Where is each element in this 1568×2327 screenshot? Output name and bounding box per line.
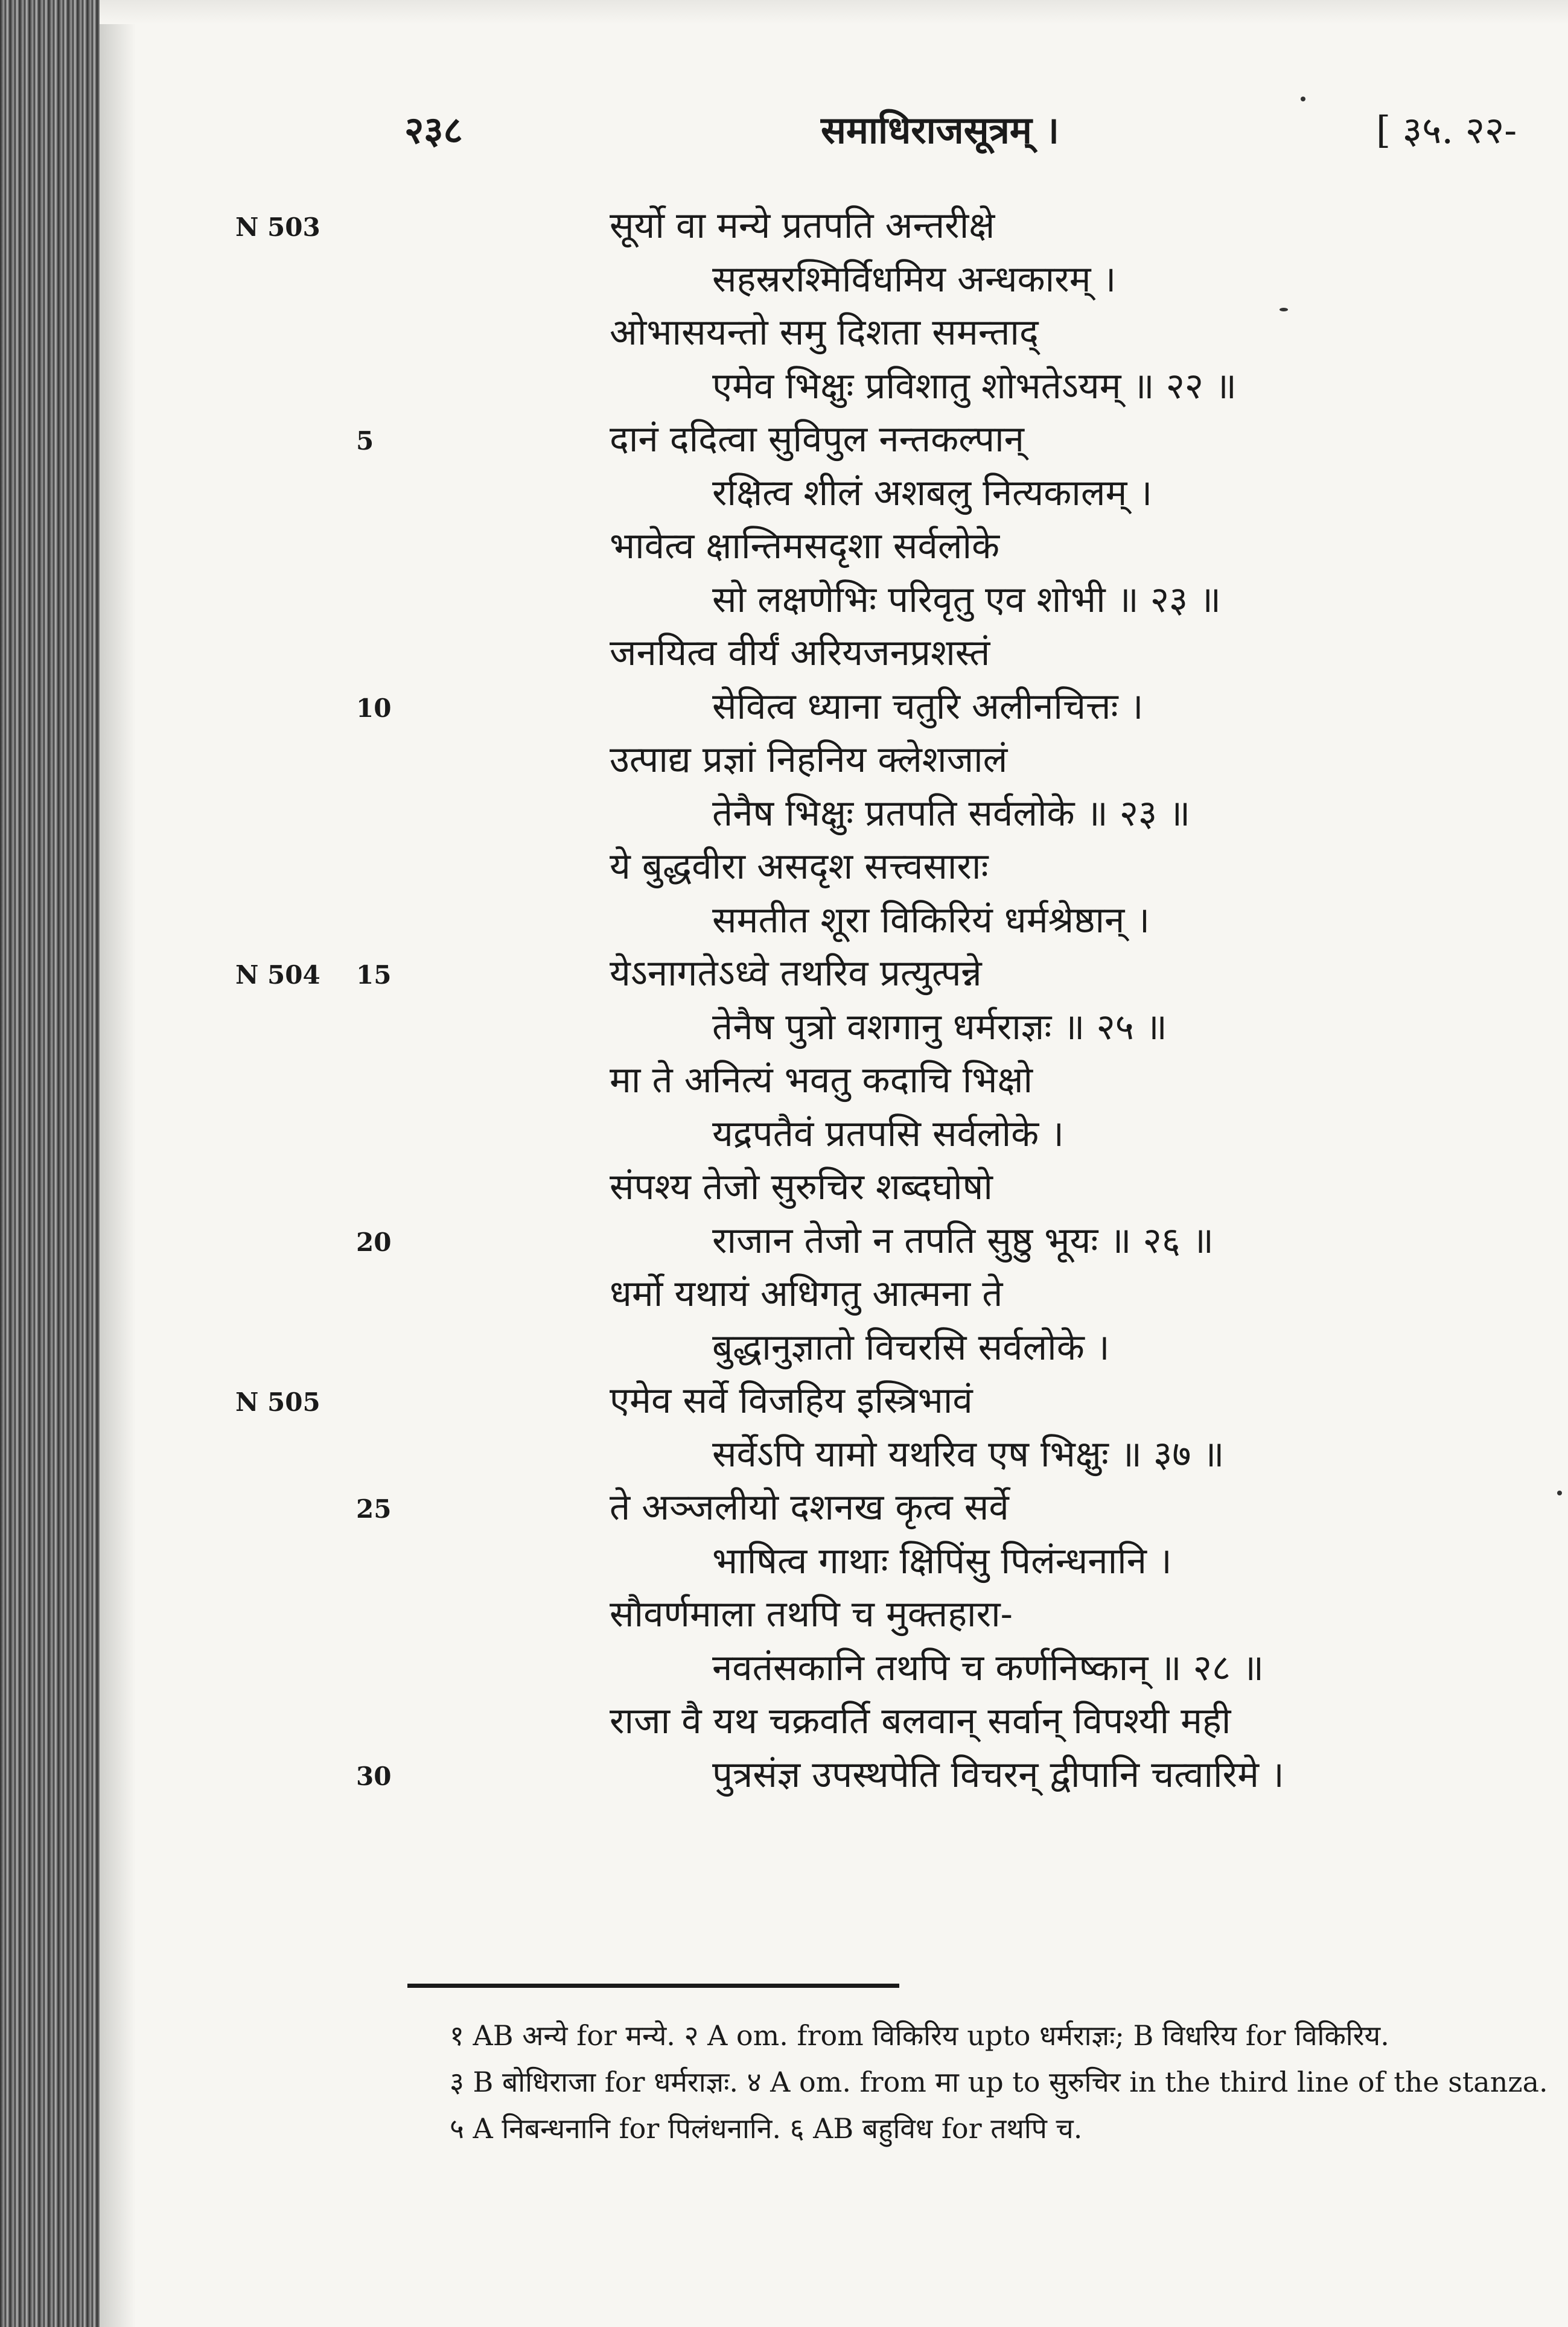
line-number: 10 bbox=[356, 693, 392, 723]
verse-line bbox=[0, 1641, 1568, 1695]
verse-text: भाषित्व गाथाः क्षिपिंसु पिलंन्धनानि । bbox=[712, 1540, 1172, 1582]
verse-text: दानं ददित्वा सुविपुल नन्तकल्पान् bbox=[610, 418, 1024, 460]
footnote-line: ३ B बोधिराजा for धर्मराज्ञः. ४ A om. from मा up to सुरुचिर in the third line of the stanza. bbox=[450, 2066, 1548, 2098]
verse-line bbox=[0, 1588, 1568, 1641]
footnotes bbox=[450, 2013, 1548, 2152]
verse-text: यद्रपतैवं प्रतपसि सर्वलोके । bbox=[712, 1113, 1064, 1155]
verse-line bbox=[0, 1481, 1568, 1534]
verse-line bbox=[0, 626, 1568, 680]
verse-text: सहस्ररश्मिर्विधमिय अन्धकारम् । bbox=[712, 258, 1117, 301]
verse-line bbox=[0, 894, 1568, 947]
verse-text: राजान तेजो न तपति सुष्ठु भूयः ॥ २६ ॥ bbox=[712, 1220, 1214, 1262]
verse-text: संपश्य तेजो सुरुचिर शब्दघोषो bbox=[610, 1166, 993, 1208]
verse-line bbox=[0, 1695, 1568, 1748]
line-number: 5 bbox=[356, 426, 374, 456]
verse-line bbox=[0, 253, 1568, 306]
verse-line bbox=[0, 1321, 1568, 1374]
verse-line bbox=[0, 1374, 1568, 1427]
verse-text: एमेव सर्वे विजहिय इस्त्रिभावं bbox=[610, 1380, 973, 1422]
verse-text: सौवर्णमाला तथपि च मुक्तहारा- bbox=[610, 1593, 1013, 1635]
verse-line bbox=[0, 1054, 1568, 1107]
paper-speck bbox=[1557, 1491, 1562, 1495]
verse-text: तेनैष पुत्रो वशगानु धर्मराज्ञः ॥ २५ ॥ bbox=[712, 1006, 1167, 1048]
verse-text: सो लक्षणेभिः परिवृतु एव शोभी ॥ २३ ॥ bbox=[712, 579, 1222, 621]
verse-line bbox=[0, 360, 1568, 413]
verse-line bbox=[0, 840, 1568, 893]
paper-speck bbox=[1280, 308, 1288, 311]
footnote-line: ५ A निबन्धनानि for पिलंधनानि. ६ AB बहुविध for तथपि च. bbox=[450, 2112, 1083, 2145]
manuscript-reference: N 505 bbox=[235, 1387, 320, 1417]
line-number: 15 bbox=[356, 960, 392, 990]
verse-line bbox=[0, 199, 1568, 252]
verse-line bbox=[0, 1001, 1568, 1054]
verse-line bbox=[0, 733, 1568, 786]
verse-text: एमेव भिक्षुः प्रविशातु शोभतेऽयम् ॥ २२ ॥ bbox=[712, 365, 1237, 407]
verse-text: मा ते अनित्यं भवतु कदाचि भिक्षो bbox=[610, 1059, 1033, 1101]
verse-text: ये बुद्धवीरा असदृश सत्त्वसाराः bbox=[610, 845, 989, 888]
verse-text: रक्षित्व शीलं अशबलु नित्यकालम् । bbox=[712, 472, 1153, 514]
line-number: 30 bbox=[356, 1762, 392, 1791]
verse-text: नवतंसकानि तथपि च कर्णनिष्कान् ॥ २८ ॥ bbox=[712, 1647, 1264, 1689]
verse-line bbox=[0, 947, 1568, 1000]
verse-line bbox=[0, 306, 1568, 359]
verse-text: भावेत्व क्षान्तिमसदृशा सर्वलोके bbox=[610, 525, 1000, 567]
verse-line bbox=[0, 787, 1568, 840]
verse-line bbox=[0, 1428, 1568, 1481]
verse-text: जनयित्व वीर्यं अरियजनप्रशस्तं bbox=[610, 632, 990, 674]
section-reference: [ ३५. २२- bbox=[1376, 108, 1517, 152]
verse-line bbox=[0, 1107, 1568, 1160]
paper-speck bbox=[1301, 97, 1305, 101]
verse-line bbox=[0, 680, 1568, 733]
line-number: 25 bbox=[356, 1494, 392, 1524]
verse-text: सर्वेऽपि यामो यथरिव एष भिक्षुः ॥ ३७ ॥ bbox=[712, 1433, 1225, 1475]
verse-line bbox=[0, 466, 1568, 520]
verse-text: ओभासयन्तो समु दिशता समन्ताद् bbox=[610, 311, 1039, 354]
verse-text: राजा वै यथ चक्रवर्ति बलवान् सर्वान् विपश्यी मही bbox=[610, 1700, 1231, 1742]
verse-line bbox=[0, 1748, 1568, 1801]
page-top-shadow bbox=[100, 0, 1568, 24]
page-number: २३८ bbox=[404, 108, 463, 152]
verse-text: तेनैष भिक्षुः प्रतपति सर्वलोके ॥ २३ ॥ bbox=[712, 792, 1191, 835]
verse-line bbox=[0, 1535, 1568, 1588]
manuscript-reference: N 503 bbox=[235, 212, 320, 242]
verse-line bbox=[0, 520, 1568, 573]
verse-text: सेवित्व ध्याना चतुरि अलीनचित्तः । bbox=[712, 686, 1144, 728]
footnote-rule bbox=[407, 1984, 899, 1988]
verse-line bbox=[0, 1160, 1568, 1214]
verse-text: समतीत शूरा विकिरियं धर्मश्रेष्ठान् । bbox=[712, 899, 1150, 941]
manuscript-reference: N 504 bbox=[235, 960, 320, 990]
verse-text: येऽनागतेऽध्वे तथरिव प्रत्युत्पन्ने bbox=[610, 952, 982, 995]
verse-text: धर्मो यथायं अधिगतु आत्मना ते bbox=[610, 1273, 1003, 1315]
verse-text: सूर्यो वा मन्ये प्रतपति अन्तरीक्षे bbox=[610, 205, 995, 247]
line-number: 20 bbox=[356, 1227, 392, 1257]
verse-line bbox=[0, 1267, 1568, 1320]
page-title: समाधिराजसूत्रम् । bbox=[821, 108, 1059, 152]
verse-line bbox=[0, 573, 1568, 626]
verse-text: बुद्धानुज्ञातो विचरसि सर्वलोके । bbox=[712, 1326, 1110, 1369]
footnote-line: १ AB अन्ये for मन्ये. २ A om. from विकिरिय upto धर्मराज्ञः; B विधरिय for विकिरिय. bbox=[450, 2019, 1389, 2052]
verse-text: पुत्रसंज्ञ उपस्थपेति विचरन् द्वीपानि चत्वारिमे । bbox=[712, 1754, 1284, 1796]
verse-text: ते अञ्जलीयो दशनख कृत्व सर्वे bbox=[610, 1486, 1009, 1529]
verse-text: उत्पाद्य प्रज्ञां निहनिय क्लेशजालं bbox=[610, 739, 1008, 781]
verse-line bbox=[0, 1214, 1568, 1267]
verse-line bbox=[0, 413, 1568, 466]
